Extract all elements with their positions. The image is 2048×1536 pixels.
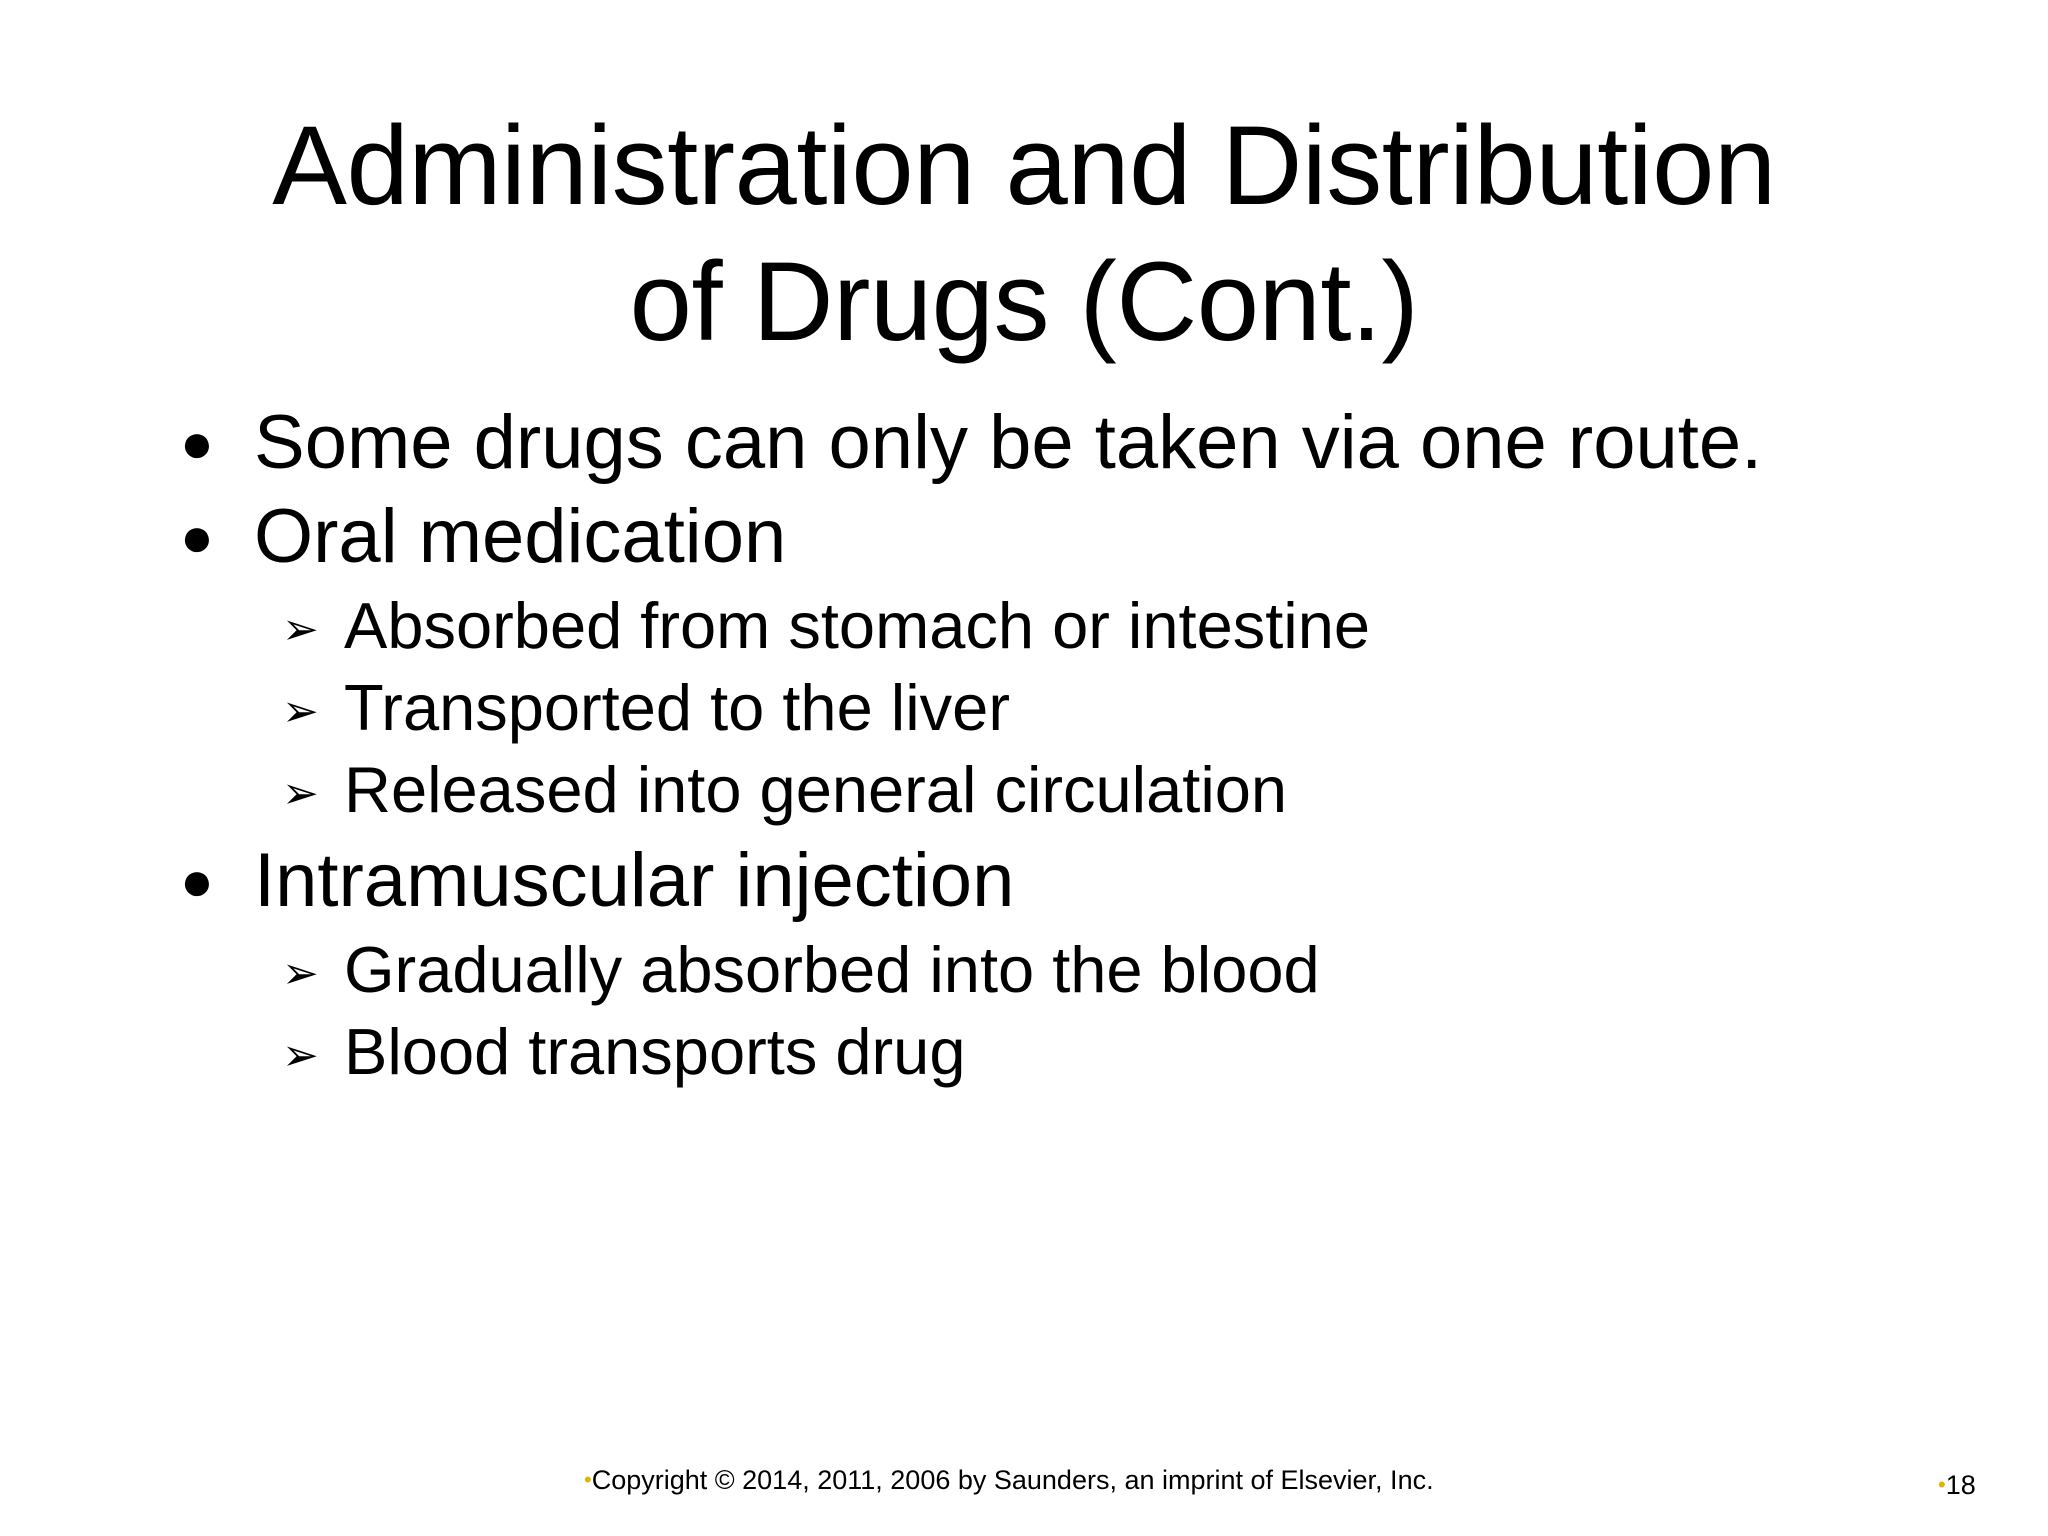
slide-footer: [0, 1460, 2048, 1500]
bullet-icon: ●: [180, 411, 214, 474]
title-line-1: Administration and Distribution: [272, 103, 1776, 228]
sub-bullet-text: Gradually absorbed into the blood: [344, 933, 1320, 1006]
bullet-text: Oral medication: [254, 494, 787, 579]
sub-bullet-text: Transported to the liver: [344, 671, 1010, 744]
title-line-2: of Drugs (Cont.): [629, 239, 1419, 364]
arrow-bullet-icon: ➢: [282, 687, 319, 736]
copyright-notice: [584, 1460, 1434, 1500]
arrow-bullet-icon: ➢: [282, 1031, 319, 1080]
arrow-bullet-icon: ➢: [282, 769, 319, 818]
sub-bullet-text: Released into general circulation: [344, 753, 1288, 826]
bullet-text: Some drugs can only be taken via one route.: [254, 400, 1763, 485]
arrow-bullet-icon: ➢: [282, 949, 319, 998]
arrow-bullet-icon: ➢: [282, 605, 319, 654]
sub-bullet-text: Absorbed from stomach or intestine: [344, 589, 1371, 662]
page-number: [1938, 1465, 1976, 1505]
bullet-icon: ●: [180, 505, 214, 568]
footer-marker: •: [584, 1467, 592, 1492]
bullet-text: Intramuscular injection: [254, 838, 1015, 923]
page-number-text: 18: [1945, 1470, 1976, 1500]
copyright-text: Copyright © 2014, 2011, 2006 by Saunders, an imprint of Elsevier, Inc.: [591, 1465, 1434, 1495]
page-marker: •: [1938, 1472, 1946, 1497]
bullet-icon: ●: [180, 849, 214, 912]
sub-bullet-text: Blood transports drug: [344, 1015, 966, 1088]
